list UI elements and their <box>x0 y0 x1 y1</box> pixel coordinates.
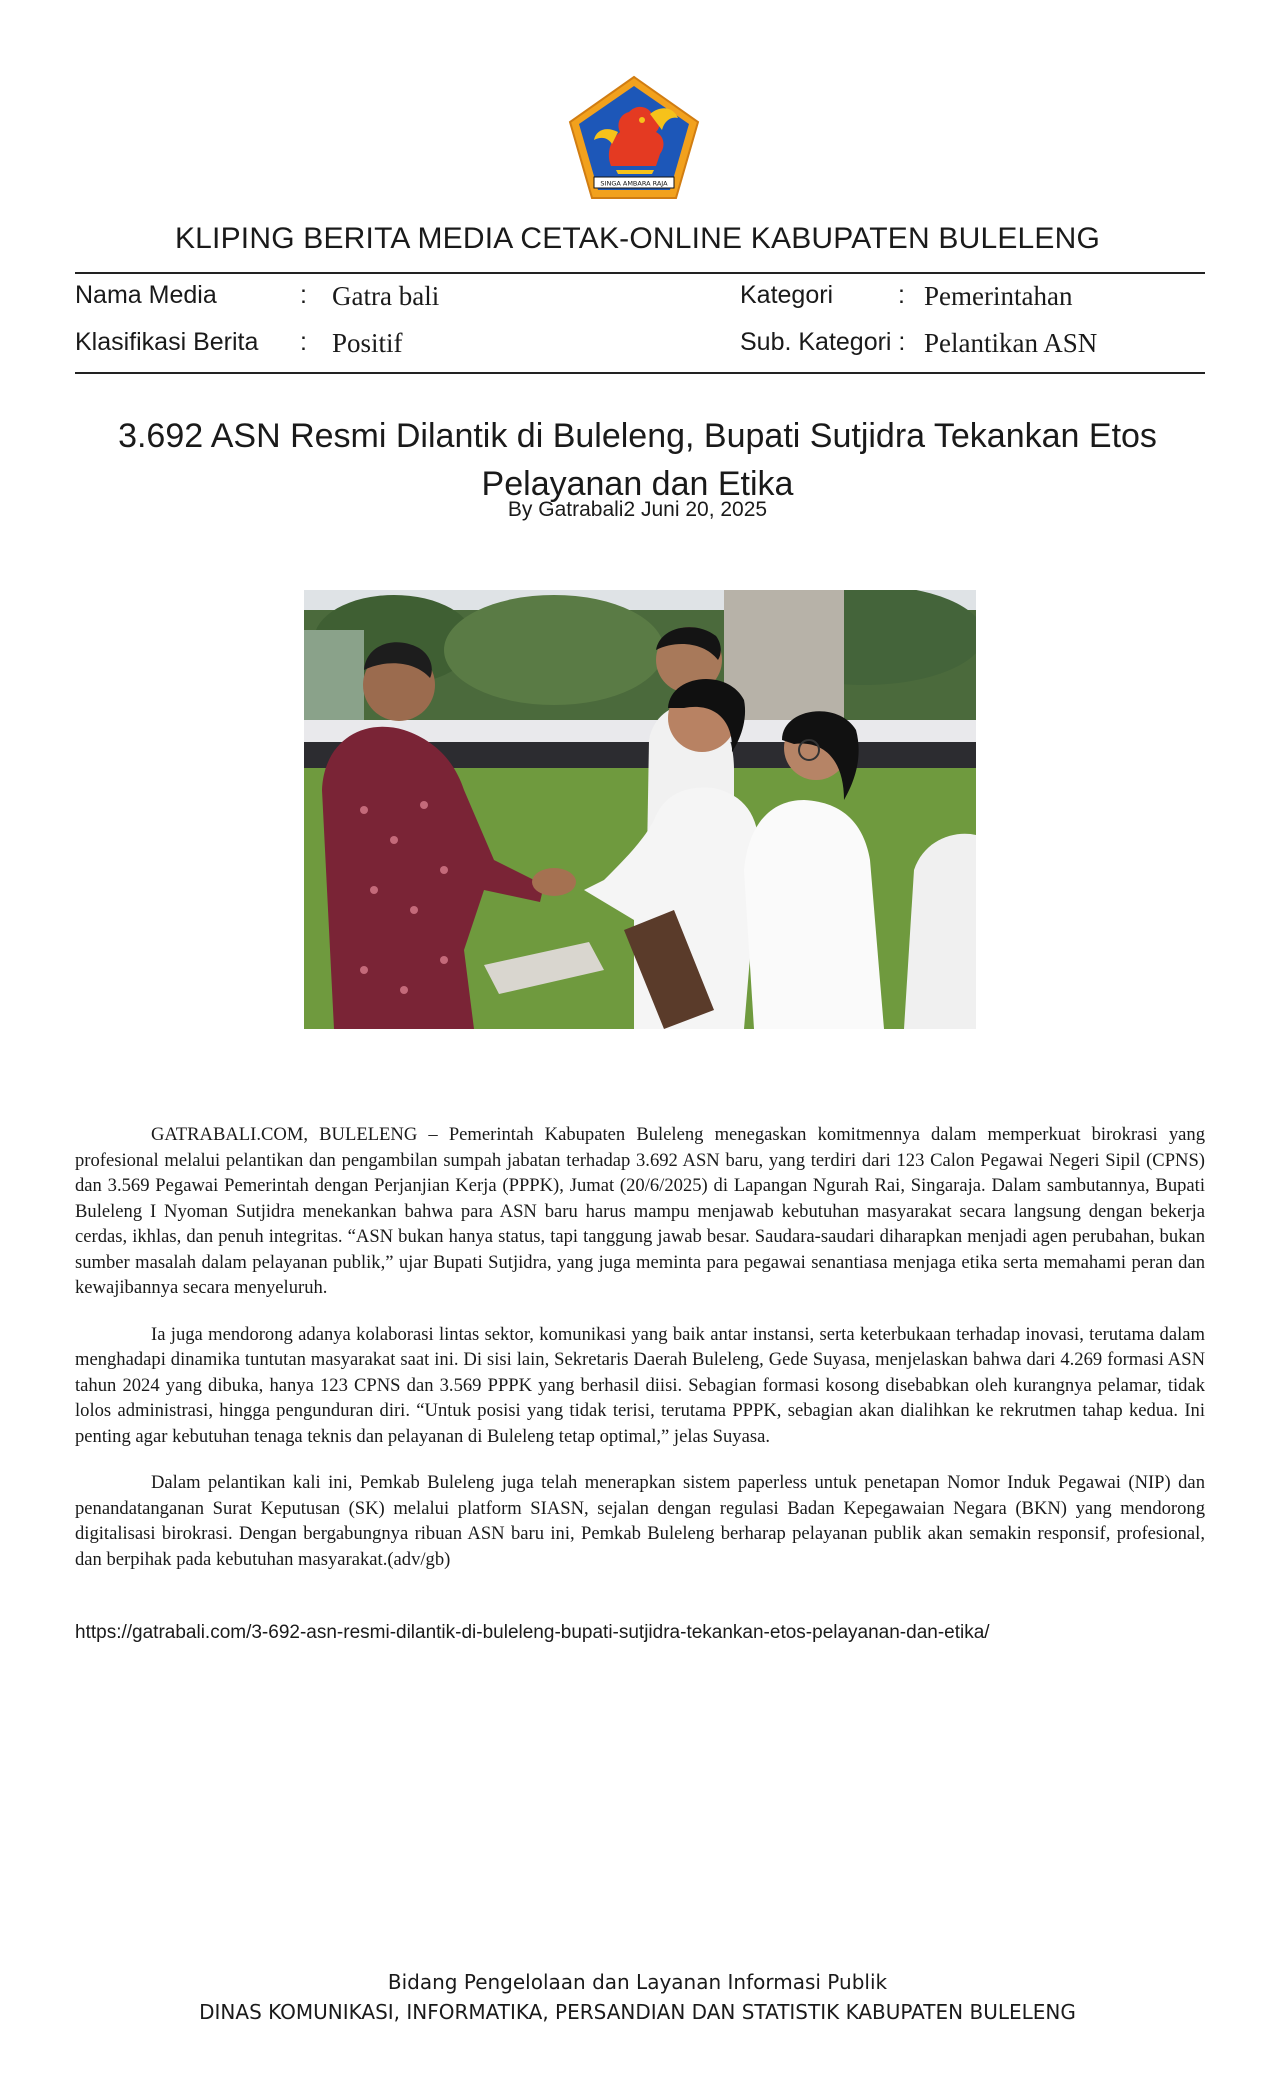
singa-ambara-raja-crest-icon <box>566 74 702 202</box>
kategori-value: Pemerintahan <box>924 281 1073 311</box>
media-label: Nama Media <box>75 281 217 309</box>
media-colon: : <box>300 281 307 309</box>
kategori-label: Kategori <box>740 281 834 309</box>
page-title: KLIPING BERITA MEDIA CETAK-ONLINE KABUPATEN BULELENG <box>174 222 1101 255</box>
klasifikasi-value: Positif <box>332 328 403 358</box>
article-photo <box>304 590 976 1029</box>
footer-unit-name: Bidang Pengelolaan dan Layanan Informasi Publik <box>387 1970 888 1994</box>
source-url-link[interactable]: https://gatrabali.com/3-692-asn-resmi-dilantik-di-buleleng-bupati-sutjidra-tekankan-etos-pelayanan-dan-etika/ <box>75 1622 990 1643</box>
sub-kategori-value: Pelantikan ASN <box>924 328 1098 358</box>
article-paragraph: GATRABALI.COM, BULELENG – Pemerintah Kabupaten Buleleng menegaskan komitmennya dalam memperkuat birokrasi yang profesional melalui pelantikan dan pengambilan sumpah jabatan terhadap 3.692 ASN baru, yang terdiri dari 123 Calon Pegawai Negeri Sipil (CPNS) dan 3.569 Pegawai Pemerintah dengan Perjanjian Kerja (PPPK), Jumat (20/6/2025) di Lapangan Ngurah Rai, Singaraja. Dalam sambutannya, Bupati Buleleng I Nyoman Sutjidra menekankan bahwa para ASN baru harus mampu menjawab kebutuhan masyarakat secara langsung dengan bekerja cerdas, ikhlas, dan penuh integritas. “ASN bukan hanya status, tapi tanggung jawab besar. Saudara-saudari diharapkan menjadi agen perubahan, bukan sumber masalah dalam pelayanan publik,” ujar Bupati Sutjidra, yang juga meminta para pegawai senantiasa menjaga etika serta memahami peran dan kewajibannya secara menyeluruh. <box>75 1124 1205 1298</box>
article-byline: By Gatrabali2 Juni 20, 2025 <box>507 498 768 521</box>
article-body <box>75 1122 1205 1593</box>
article-headline: 3.692 ASN Resmi Dilantik di Buleleng, Bupati Sutjidra Tekankan Etos Pelayanan dan Etika <box>118 417 1157 503</box>
header-divider-bottom <box>75 372 1205 374</box>
article-paragraph: Ia juga mendorong adanya kolaborasi lintas sektor, komunikasi yang baik antar instansi, serta keterbukaan terhadap inovasi, terutama dalam menghadapi dinamika tuntutan masyarakat saat ini. Di sisi lain, Sekretaris Daerah Buleleng, Gede Suyasa, menjelaskan bahwa dari 4.269 formasi ASN tahun 2024 yang dibuka, hanya 123 CPNS dan 3.569 PPPK yang berhasil diisi. Sebagian formasi kosong disebabkan oleh kurangnya pelamar, tidak lolos administrasi, hingga pengunduran diri. “Untuk posisi yang tidak terisi, terutama PPPK, sebagian akan dialihkan ke rekrutmen tahap kedua. Ini penting agar kebutuhan tenaga teknis dan pelayanan di Buleleng tetap optimal,” jelas Suyasa. <box>75 1323 1205 1447</box>
header-divider-top <box>75 272 1205 274</box>
article-paragraph: Dalam pelantikan kali ini, Pemkab Buleleng juga telah menerapkan sistem paperless untuk penetapan Nomor Induk Pegawai (NIP) dan penandatanganan Surat Keputusan (SK) melalui platform SIASN, sejalan dengan regulasi Badan Kepegawaian Negara (BKN) yang mendorong digitalisasi birokrasi. Dengan bergabungnya ribuan ASN baru ini, Pemkab Buleleng berharap pelayanan publik akan semakin responsif, profesional, dan berpihak pada kebutuhan masyarakat.(adv/gb) <box>75 1472 1205 1570</box>
buleleng-crest-logo <box>566 74 702 202</box>
svg-text:SINGA AMBARA RAJA: SINGA AMBARA RAJA <box>600 179 668 188</box>
footer-agency-name: DINAS KOMUNIKASI, INFORMATIKA, PERSANDIAN DAN STATISTIK KABUPATEN BULELENG <box>199 2000 1076 2024</box>
kategori-colon: : <box>898 281 905 309</box>
klasifikasi-colon: : <box>300 328 307 356</box>
klasifikasi-label: Klasifikasi Berita <box>75 328 259 356</box>
sub-kategori-label: Sub. Kategori : <box>740 328 906 356</box>
media-value: Gatra bali <box>332 281 440 311</box>
